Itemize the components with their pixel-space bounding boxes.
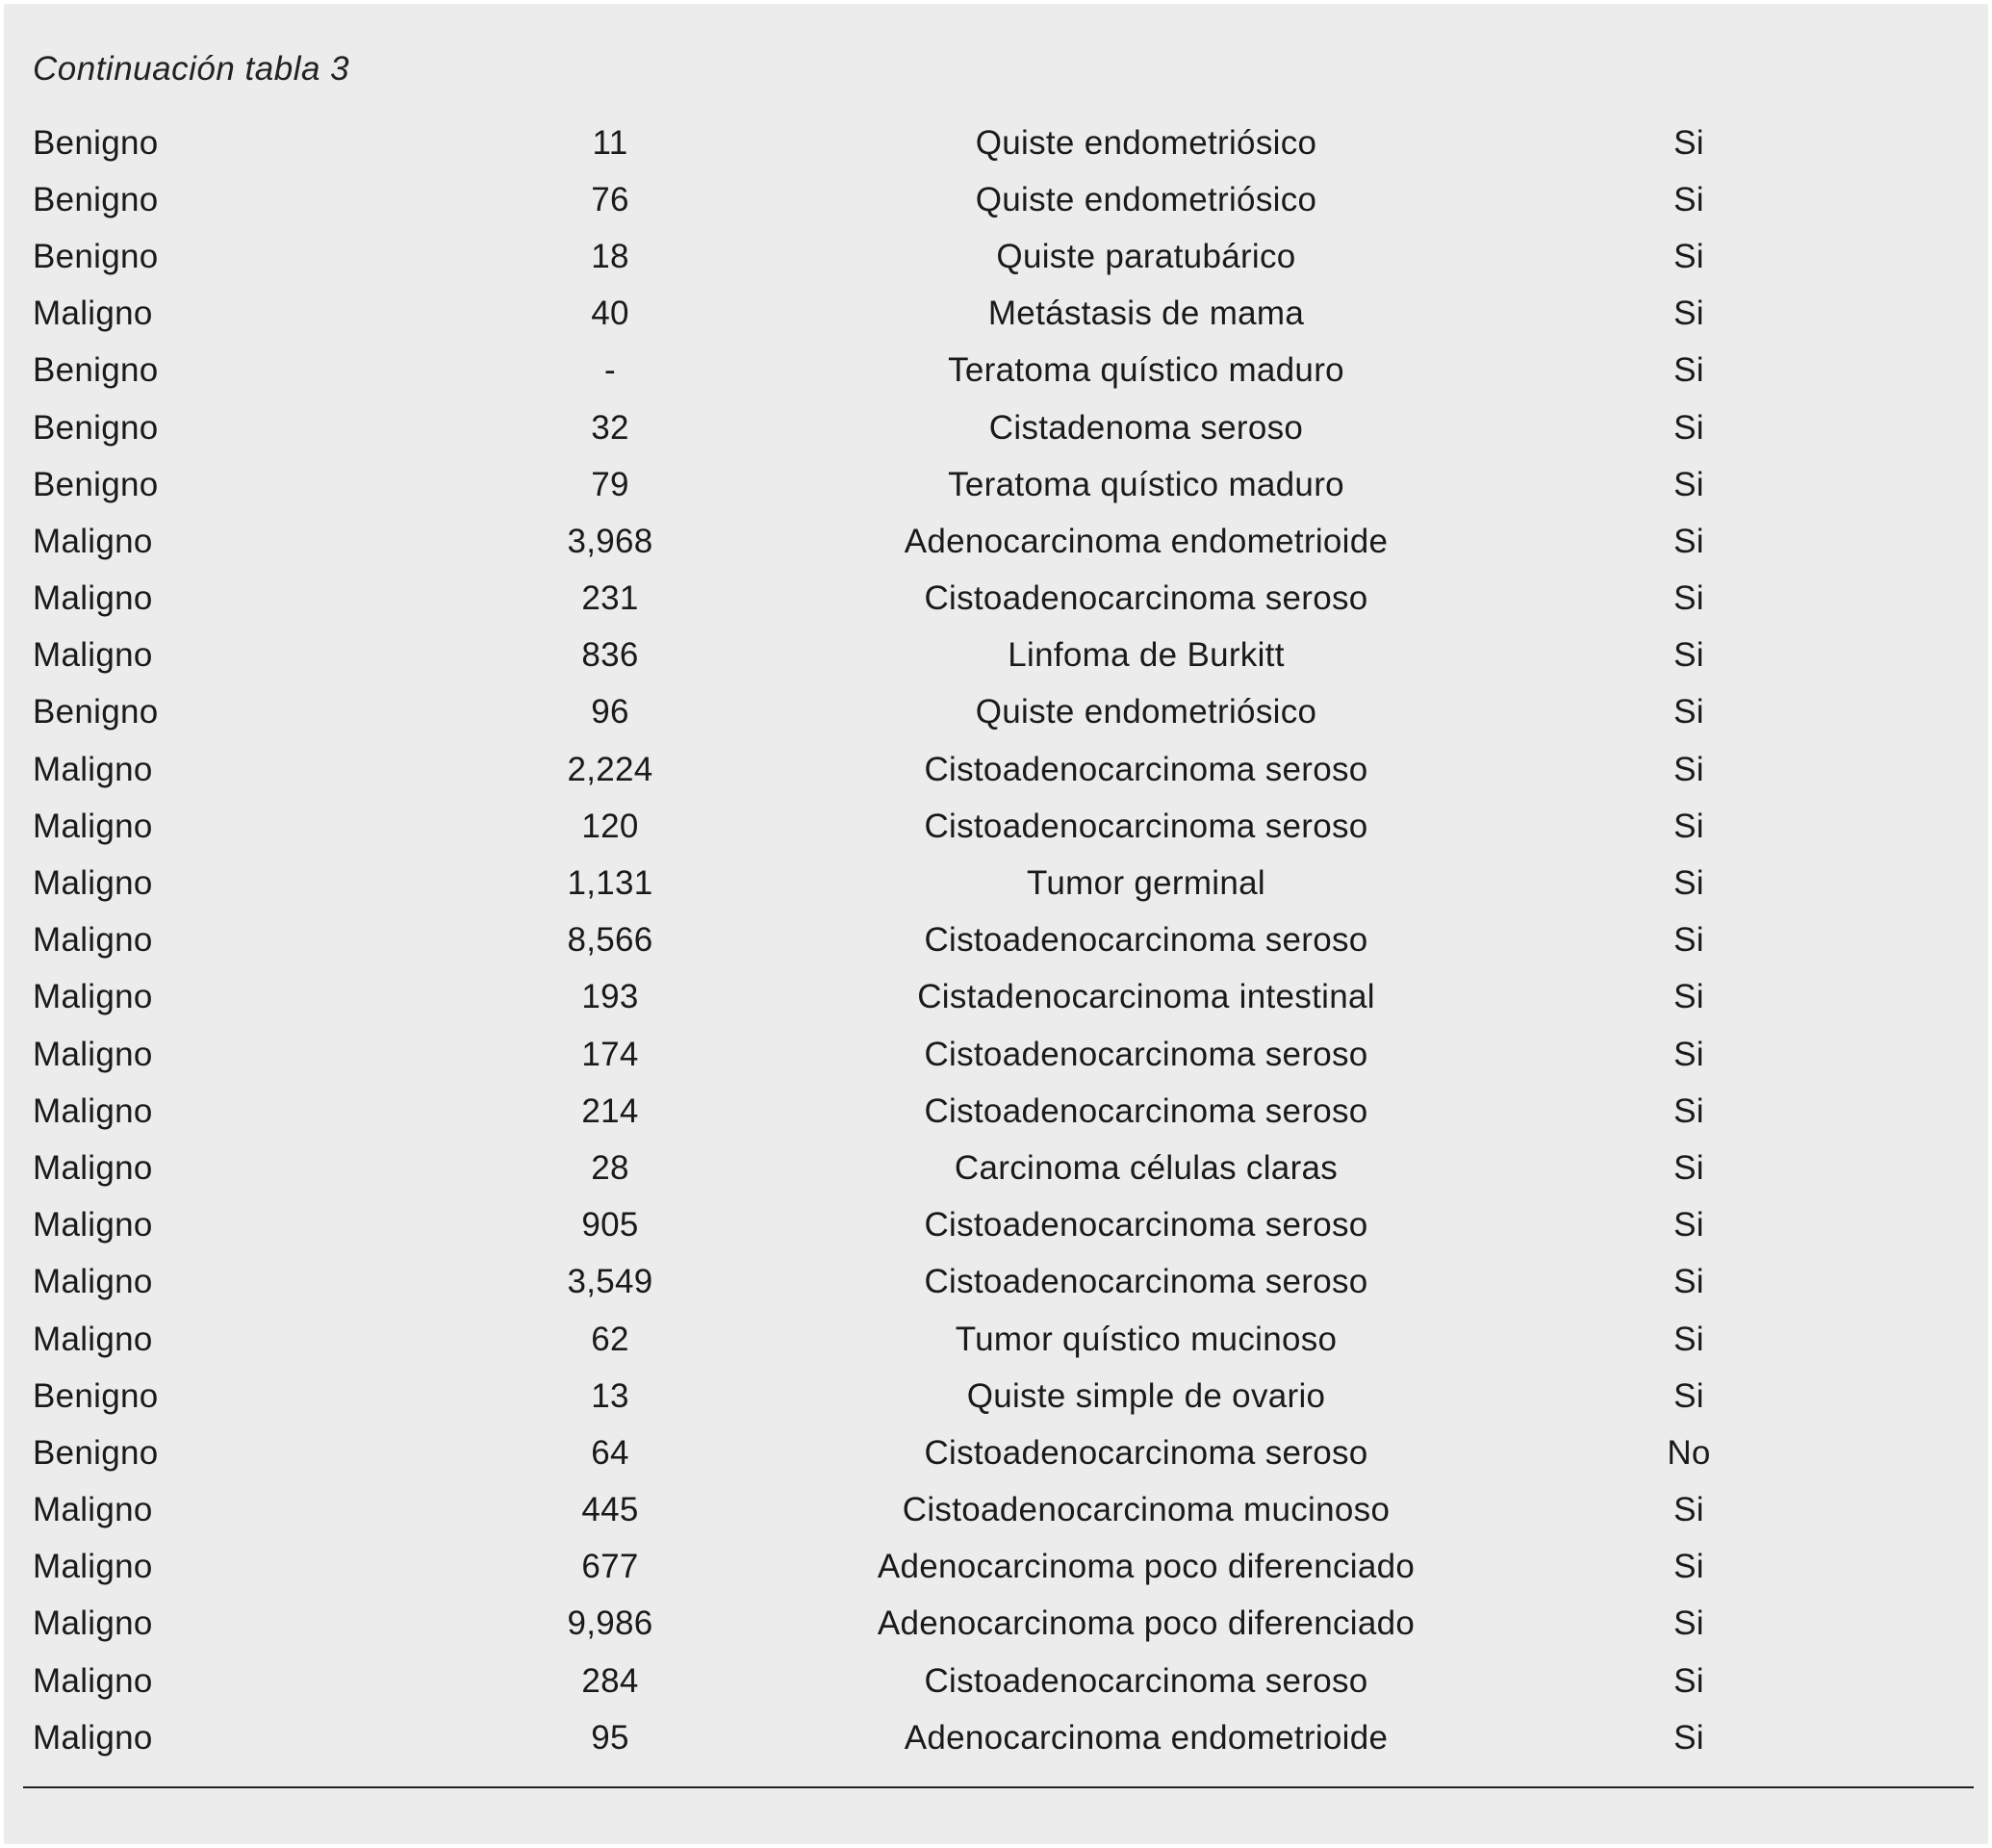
result-cell: Si — [1673, 1718, 1704, 1757]
histology-cell: Quiste endometriósico — [975, 123, 1317, 162]
diagnosis-type-cell: Maligno — [33, 1718, 153, 1757]
result-cell: Si — [1673, 1376, 1704, 1415]
result-cell: Si — [1673, 1148, 1704, 1187]
value-cell: 11 — [592, 123, 628, 162]
histology-cell: Linfoma de Burkitt — [1008, 636, 1285, 675]
diagnosis-type-cell: Maligno — [33, 807, 153, 845]
value-cell: 32 — [591, 408, 629, 447]
result-cell: Si — [1673, 1548, 1704, 1586]
diagnosis-type-cell: Maligno — [33, 1148, 153, 1187]
result-cell: Si — [1673, 978, 1704, 1016]
histology-cell: Adenocarcinoma poco diferenciado — [877, 1604, 1416, 1643]
diagnosis-type-cell: Maligno — [33, 864, 153, 903]
value-cell: 28 — [591, 1148, 629, 1187]
histology-cell: Tumor quístico mucinoso — [955, 1320, 1338, 1358]
diagnosis-type-cell: Benigno — [33, 180, 159, 218]
histology-cell: Adenocarcinoma endometrioide — [904, 1718, 1389, 1757]
table-row — [33, 1311, 1967, 1368]
diagnosis-type-cell: Benigno — [33, 1433, 159, 1472]
diagnosis-type-cell: Benigno — [33, 1376, 159, 1415]
value-cell: 445 — [581, 1491, 639, 1529]
histology-cell: Cistoadenocarcinoma seroso — [924, 579, 1368, 618]
table-row — [33, 1254, 1967, 1311]
table-row — [33, 115, 1967, 171]
diagnosis-type-cell: Maligno — [33, 636, 153, 675]
result-cell: Si — [1673, 1263, 1704, 1301]
table-row — [33, 628, 1967, 684]
diagnosis-type-cell: Benigno — [33, 351, 159, 390]
table-row — [33, 286, 1967, 343]
histology-cell: Cistadenoma seroso — [988, 408, 1304, 447]
value-cell: 8,566 — [567, 921, 653, 960]
result-cell: Si — [1673, 123, 1704, 162]
result-cell: Si — [1673, 351, 1704, 390]
value-cell: 836 — [581, 636, 639, 675]
result-cell: No — [1667, 1433, 1711, 1472]
value-cell: 2,224 — [567, 750, 653, 788]
value-cell: 18 — [591, 237, 629, 275]
table-row — [33, 1596, 1967, 1653]
value-cell: 214 — [581, 1091, 639, 1130]
diagnosis-type-cell: Maligno — [33, 1091, 153, 1130]
histology-cell: Cistoadenocarcinoma seroso — [924, 1661, 1368, 1700]
histology-cell: Cistoadenocarcinoma seroso — [924, 1206, 1368, 1245]
diagnosis-type-cell: Maligno — [33, 295, 153, 333]
histology-cell: Cistoadenocarcinoma seroso — [924, 750, 1368, 788]
diagnosis-type-cell: Benigno — [33, 237, 159, 275]
value-cell: 3,549 — [567, 1263, 653, 1301]
table-row — [33, 855, 1967, 911]
result-cell: Si — [1673, 1491, 1704, 1529]
result-cell: Si — [1673, 636, 1704, 675]
table-row — [33, 513, 1967, 570]
result-cell: Si — [1673, 921, 1704, 960]
diagnosis-type-cell: Maligno — [33, 1035, 153, 1073]
diagnosis-type-cell: Maligno — [33, 1491, 153, 1529]
table-row — [33, 741, 1967, 798]
table-row — [33, 1653, 1967, 1709]
result-cell: Si — [1673, 1320, 1704, 1358]
diagnosis-type-cell: Benigno — [33, 408, 159, 447]
histology-cell: Cistoadenocarcinoma seroso — [924, 1433, 1368, 1472]
value-cell: 120 — [581, 807, 639, 845]
diagnosis-type-cell: Maligno — [33, 1320, 153, 1358]
value-cell: 284 — [581, 1661, 639, 1700]
result-cell: Si — [1673, 1661, 1704, 1700]
diagnosis-type-cell: Maligno — [33, 1263, 153, 1301]
result-cell: Si — [1673, 693, 1704, 732]
histology-cell: Carcinoma células claras — [954, 1148, 1339, 1187]
table-row — [33, 399, 1967, 456]
table-row — [33, 1539, 1967, 1596]
table-row — [33, 456, 1967, 513]
result-cell: Si — [1673, 295, 1704, 333]
histology-cell: Teratoma quístico maduro — [948, 351, 1344, 390]
histology-cell: Quiste endometriósico — [975, 693, 1317, 732]
table-row — [33, 684, 1967, 741]
table-row — [33, 1482, 1967, 1539]
result-cell: Si — [1673, 522, 1704, 560]
value-cell: 677 — [581, 1548, 639, 1586]
result-cell: Si — [1673, 807, 1704, 845]
result-cell: Si — [1673, 408, 1704, 447]
histology-cell: Teratoma quístico maduro — [948, 465, 1344, 503]
table-row — [33, 1709, 1967, 1766]
histology-cell: Cistadenocarcinoma intestinal — [917, 978, 1375, 1016]
result-cell: Si — [1673, 1206, 1704, 1245]
table-row — [33, 1197, 1967, 1254]
table-caption: Continuación tabla 3 — [33, 50, 350, 88]
result-cell: Si — [1673, 1091, 1704, 1130]
value-cell: 1,131 — [567, 864, 653, 903]
histology-cell: Metástasis de mama — [987, 295, 1305, 333]
diagnosis-type-cell: Maligno — [33, 579, 153, 618]
histology-cell: Cistoadenocarcinoma seroso — [924, 807, 1368, 845]
histology-cell: Cistoadenocarcinoma mucinoso — [902, 1491, 1391, 1529]
value-cell: 96 — [591, 693, 629, 732]
table-panel — [4, 4, 1988, 1844]
value-cell: 193 — [581, 978, 639, 1016]
value-cell: 64 — [591, 1433, 629, 1472]
value-cell: 95 — [591, 1718, 629, 1757]
diagnosis-type-cell: Maligno — [33, 1604, 153, 1643]
data-table — [33, 115, 1967, 1766]
table-row — [33, 1368, 1967, 1424]
histology-cell: Adenocarcinoma endometrioide — [904, 522, 1389, 560]
diagnosis-type-cell: Maligno — [33, 1548, 153, 1586]
value-cell: 79 — [591, 465, 629, 503]
histology-cell: Cistoadenocarcinoma seroso — [924, 1091, 1368, 1130]
table-row — [33, 1026, 1967, 1083]
histology-cell: Cistoadenocarcinoma seroso — [924, 1263, 1368, 1301]
diagnosis-type-cell: Maligno — [33, 1206, 153, 1245]
diagnosis-type-cell: Maligno — [33, 522, 153, 560]
table-row — [33, 571, 1967, 628]
result-cell: Si — [1673, 864, 1704, 903]
histology-cell: Quiste paratubárico — [996, 237, 1296, 275]
histology-cell: Cistoadenocarcinoma seroso — [924, 921, 1368, 960]
diagnosis-type-cell: Maligno — [33, 921, 153, 960]
diagnosis-type-cell: Benigno — [33, 123, 159, 162]
histology-cell: Adenocarcinoma poco diferenciado — [877, 1548, 1416, 1586]
table-row — [33, 798, 1967, 855]
value-cell: 231 — [581, 579, 639, 618]
table-row — [33, 912, 1967, 969]
table-row — [33, 171, 1967, 228]
table-row — [33, 1140, 1967, 1196]
diagnosis-type-cell: Benigno — [33, 693, 159, 732]
table-row — [33, 1083, 1967, 1140]
result-cell: Si — [1673, 180, 1704, 218]
table-row — [33, 969, 1967, 1026]
diagnosis-type-cell: Maligno — [33, 1661, 153, 1700]
value-cell: 76 — [591, 180, 629, 218]
value-cell: 13 — [591, 1376, 629, 1415]
value-cell: 174 — [581, 1035, 639, 1073]
result-cell: Si — [1673, 750, 1704, 788]
diagnosis-type-cell: Maligno — [33, 978, 153, 1016]
histology-cell: Cistoadenocarcinoma seroso — [924, 1035, 1368, 1073]
value-cell: 62 — [591, 1320, 629, 1358]
result-cell: Si — [1673, 237, 1704, 275]
result-cell: Si — [1673, 1035, 1704, 1073]
diagnosis-type-cell: Maligno — [33, 750, 153, 788]
result-cell: Si — [1673, 579, 1704, 618]
diagnosis-type-cell: Benigno — [33, 465, 159, 503]
value-cell: 905 — [581, 1206, 639, 1245]
table-row — [33, 1424, 1967, 1481]
value-cell: 40 — [591, 295, 629, 333]
table-row — [33, 343, 1967, 399]
result-cell: Si — [1673, 1604, 1704, 1643]
value-cell: 9,986 — [567, 1604, 653, 1643]
value-cell: 3,968 — [567, 522, 653, 560]
histology-cell: Quiste simple de ovario — [966, 1376, 1326, 1415]
histology-cell: Quiste endometriósico — [975, 180, 1317, 218]
histology-cell: Tumor germinal — [1027, 864, 1265, 903]
table-bottom-rule — [23, 1786, 1974, 1788]
table-row — [33, 228, 1967, 285]
result-cell: Si — [1673, 465, 1704, 503]
value-cell: - — [604, 351, 616, 390]
